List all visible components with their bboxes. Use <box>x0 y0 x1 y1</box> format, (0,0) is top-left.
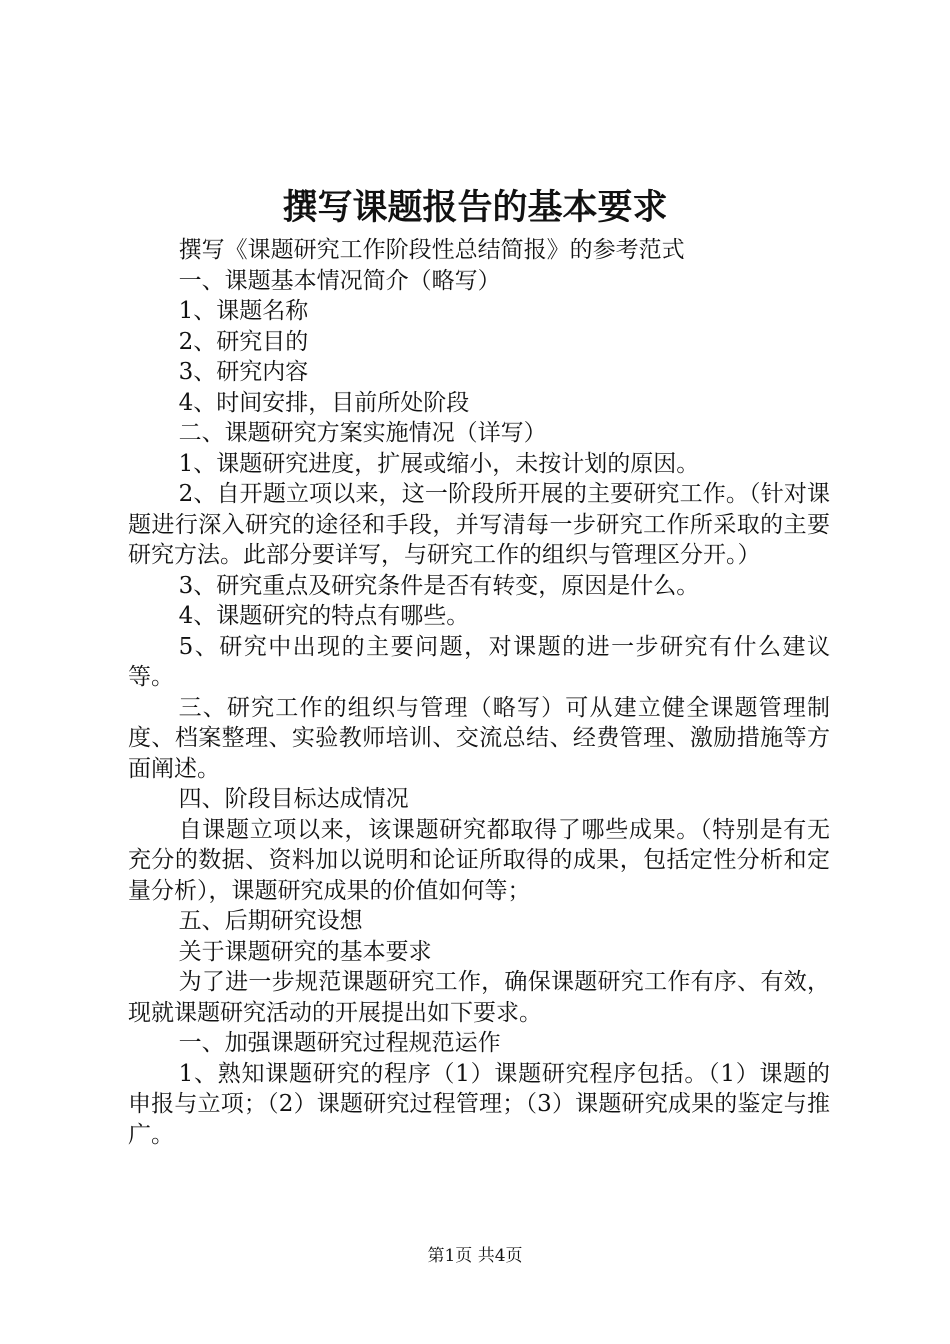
list-item: 3、研究内容 <box>178 359 309 385</box>
list-item: 2、自开题立项以来，这一阶段所开展的主要研究工作。（针对课题进行深入研究的途径和手段，并写清每一步研究工作所采取的主要研究方法。此部分要详写，与研究工作的组织与管理区分开。） <box>128 481 830 568</box>
section-heading: 五、后期研究设想 <box>178 908 363 934</box>
paragraph: 为了进一步规范课题研究工作，确保课题研究工作有序、有效，现就课题研究活动的开展提出如下要求。 <box>128 969 830 1026</box>
list-item: 1、熟知课题研究的程序（1）课题研究程序包括。（1）课题的申报与立项；（2）课题研究过程管理；（3）课题研究成果的鉴定与推广。 <box>128 1060 830 1148</box>
subtitle: 关于课题研究的基本要求 <box>178 938 432 965</box>
list-item: 1、课题研究进度，扩展或缩小，未按计划的原因。 <box>178 450 700 477</box>
section-heading: 三、研究工作的组织与管理（略写）可从建立健全课题管理制度、档案整理、实验教师培训、交流总结、经费管理、激励措施等方面阐述。 <box>128 694 830 782</box>
list-item: 5、研究中出现的主要问题，对课题的进一步研究有什么建议等。 <box>128 633 830 690</box>
section-heading: 二、课题研究方案实施情况（详写） <box>178 420 547 446</box>
section-heading: 一、加强课题研究过程规范运作 <box>178 1030 501 1056</box>
list-item: 2、研究目的 <box>178 328 309 355</box>
page-footer: 第1页 共4页 <box>427 1246 523 1266</box>
list-item: 1、课题名称 <box>178 298 309 324</box>
paragraph: 撰写《课题研究工作阶段性总结简报》的参考范式 <box>178 237 685 263</box>
document-title: 撰写课题报告的基本要求 <box>282 187 668 228</box>
section-heading: 一、课题基本情况简介（略写） <box>178 267 501 294</box>
list-item: 3、研究重点及研究条件是否有转变，原因是什么。 <box>178 572 700 599</box>
section-heading: 四、阶段目标达成情况 <box>178 786 409 812</box>
list-item: 4、时间安排，目前所处阶段 <box>178 389 470 416</box>
paragraph: 自课题立项以来，该课题研究都取得了哪些成果。（特别是有无充分的数据、资料加以说明和论证所取得的成果，包括定性分析和定量分析），课题研究成果的价值如何等； <box>128 816 830 904</box>
document-body <box>128 235 830 1150</box>
list-item: 4、课题研究的特点有哪些。 <box>178 603 470 629</box>
